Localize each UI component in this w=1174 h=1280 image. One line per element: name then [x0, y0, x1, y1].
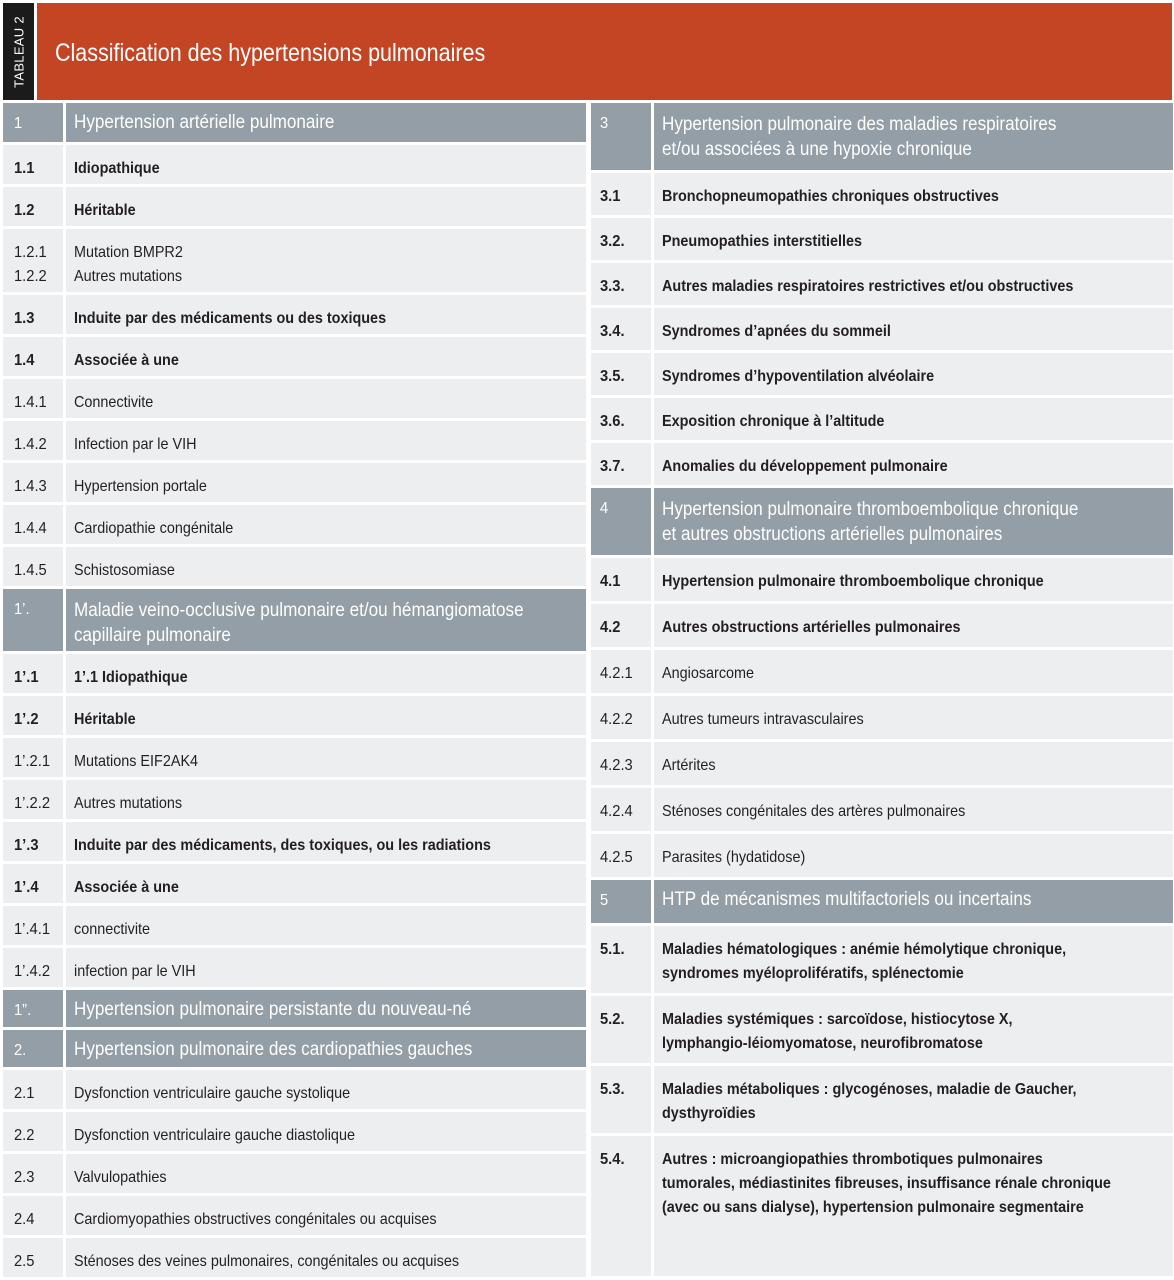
table-row [591, 834, 1173, 877]
row-code-text: 1’.4.1 [14, 921, 51, 938]
row-label-text: Dysfonction ventriculaire gauche diastolique [74, 1127, 355, 1144]
row-label-text: Infection par le VIH [74, 436, 197, 453]
row-code [3, 1070, 63, 1109]
row-label-text: Associée à une [74, 352, 179, 369]
row-code-text: 4.2 [600, 619, 621, 636]
row-code-text: 1’.3 [14, 837, 39, 854]
row-code-text: 5.2. [600, 1011, 625, 1028]
section-header-row [591, 488, 1173, 555]
row-label [654, 308, 1173, 350]
row-code-text: 1”. [14, 1002, 32, 1019]
row-label [66, 1196, 586, 1235]
section-header-row [3, 103, 586, 142]
row-label-text: Mutation BMPR2 [74, 244, 183, 261]
row-label [66, 229, 586, 292]
row-label [66, 1238, 586, 1277]
row-label [654, 558, 1173, 601]
row-code-text: 3 [600, 115, 609, 132]
table-row [3, 906, 586, 945]
section-header-row [3, 990, 586, 1027]
row-code-text: 4 [600, 500, 609, 517]
table-row [591, 742, 1173, 785]
row-label-text: Parasites (hydatidose) [662, 849, 806, 866]
row-label-text: Cardiopathie congénitale [74, 520, 234, 537]
table-row [591, 696, 1173, 739]
right-column [591, 103, 1173, 1279]
row-label-text: Induite par des médicaments ou des toxiques [74, 310, 387, 327]
table-row [3, 864, 586, 903]
row-label [66, 864, 586, 903]
row-code [3, 1112, 63, 1151]
row-code [591, 996, 651, 1063]
row-label [66, 990, 586, 1027]
row-code-text: 4.2.1 [600, 665, 633, 682]
row-code [591, 696, 651, 739]
row-code-text: 1.4.4 [14, 520, 47, 537]
row-label [654, 996, 1173, 1063]
row-label [654, 353, 1173, 395]
table-row [3, 1154, 586, 1193]
row-label-text: Syndromes d’apnées du sommeil [662, 323, 891, 340]
row-code [591, 742, 651, 785]
row-label [654, 1136, 1173, 1276]
row-label [66, 738, 586, 777]
row-label-text: Autres tumeurs intravasculaires [662, 711, 864, 728]
row-label-text: Héritable [74, 202, 136, 219]
row-label [66, 822, 586, 861]
row-code [3, 187, 63, 226]
section-header-row [3, 589, 586, 651]
row-code-text: 1.4 [14, 352, 35, 369]
row-code [3, 295, 63, 334]
row-label [66, 505, 586, 544]
row-label [66, 145, 586, 184]
row-label [66, 379, 586, 418]
row-label [66, 1112, 586, 1151]
table-row [3, 696, 586, 735]
row-code [3, 229, 63, 292]
row-label-text: infection par le VIH [74, 963, 196, 980]
row-label-text: et autres obstructions artérielles pulmonaires [662, 524, 1003, 545]
row-label-text: Exposition chronique à l’altitude [662, 413, 885, 430]
row-code-text: 3.2. [600, 233, 625, 250]
row-label-text: Pneumopathies interstitielles [662, 233, 863, 250]
row-code [3, 696, 63, 735]
row-code-text: 1.4.3 [14, 478, 47, 495]
row-label-text: Cardiomyopathies obstructives congénitales ou acquises [74, 1211, 437, 1228]
row-code-text: 4.2.3 [600, 757, 633, 774]
row-code [3, 589, 63, 651]
row-code [591, 880, 651, 923]
row-label [654, 834, 1173, 877]
row-code [591, 788, 651, 831]
row-code-text: 1 [14, 115, 23, 132]
table-row [591, 218, 1173, 260]
row-label [66, 1030, 586, 1067]
row-code-text: 2.5 [14, 1253, 35, 1270]
table-row [3, 654, 586, 693]
row-label-text: Dysfonction ventriculaire gauche systolique [74, 1085, 351, 1102]
row-label-text: Hypertension pulmonaire des cardiopathies gauches [74, 1039, 473, 1060]
row-code-text: 1.2.2 [14, 268, 47, 285]
row-label-text: Autres obstructions artérielles pulmonaires [662, 619, 961, 636]
table-row [591, 604, 1173, 647]
row-label [654, 880, 1173, 923]
row-label-text: Artérites [662, 757, 716, 774]
row-code [591, 1136, 651, 1276]
row-code-text: 1.4.2 [14, 436, 47, 453]
row-code [591, 103, 651, 170]
row-code [3, 421, 63, 460]
row-code-text: 1’. [14, 601, 30, 618]
row-code-text: 4.2.4 [600, 803, 633, 820]
row-label-text: tumorales, médiastinites fibreuses, insuffisance rénale chronique [662, 1175, 1111, 1192]
row-label [654, 742, 1173, 785]
row-label [66, 421, 586, 460]
row-code-text: 1.2.1 [14, 244, 47, 261]
row-label [654, 926, 1173, 993]
row-label [654, 604, 1173, 647]
table-row [3, 463, 586, 502]
table-row [3, 421, 586, 460]
table-row [591, 353, 1173, 395]
row-label-text: Autres maladies respiratoires restrictives et/ou obstructives [662, 278, 1074, 295]
row-code [591, 443, 651, 485]
row-code-text: 1.3 [14, 310, 35, 327]
row-code [591, 263, 651, 305]
row-label-text: Idiopathique [74, 160, 160, 177]
row-code [591, 834, 651, 877]
row-label-text: Connectivite [74, 394, 154, 411]
row-code-text: 2. [14, 1042, 27, 1059]
row-label [654, 488, 1173, 555]
row-code [3, 463, 63, 502]
row-label [654, 173, 1173, 215]
row-code [3, 948, 63, 987]
row-label-text: (avec ou sans dialyse), hypertension pulmonaire segmentaire [662, 1199, 1084, 1216]
row-label [66, 654, 586, 693]
row-code [3, 1030, 63, 1067]
row-code [591, 488, 651, 555]
table-row [3, 738, 586, 777]
row-code [3, 145, 63, 184]
row-code [591, 173, 651, 215]
row-label-text: 1’.1 Idiopathique [74, 669, 188, 686]
row-label [654, 696, 1173, 739]
row-label-text: Hypertension pulmonaire des maladies respiratoires [662, 114, 1057, 135]
row-label-text: Hypertension pulmonaire thromboembolique chronique [662, 573, 1044, 590]
page-title: Classification des hypertensions pulmonaires [55, 39, 486, 67]
row-code-text: 5 [600, 892, 609, 909]
row-code [3, 654, 63, 693]
row-code-text: 3.1 [600, 188, 621, 205]
table-row [3, 379, 586, 418]
row-code-text: 1.4.1 [14, 394, 47, 411]
row-code [3, 1238, 63, 1277]
row-code-text: 3.3. [600, 278, 625, 295]
row-code-text: 4.1 [600, 573, 621, 590]
row-label-text: Schistosomiase [74, 562, 175, 579]
row-code-text: 1’.2.1 [14, 753, 51, 770]
row-code [3, 1196, 63, 1235]
row-code-text: 4.2.2 [600, 711, 633, 728]
row-code [3, 547, 63, 586]
row-code [3, 864, 63, 903]
row-label-text: capillaire pulmonaire [74, 625, 231, 646]
row-label [66, 906, 586, 945]
row-label-text: Sténoses des veines pulmonaires, congénitales ou acquises [74, 1253, 460, 1270]
table-row [591, 788, 1173, 831]
table-row [3, 505, 586, 544]
row-code [3, 990, 63, 1027]
row-label [66, 463, 586, 502]
row-label-text: Maladies systémiques : sarcoïdose, histiocytose X, [662, 1011, 1013, 1028]
row-label [66, 780, 586, 819]
table-row [3, 229, 586, 292]
table-row [3, 1112, 586, 1151]
row-code-text: 2.4 [14, 1211, 35, 1228]
table-row [3, 337, 586, 376]
row-code [591, 558, 651, 601]
row-label-text: Héritable [74, 711, 136, 728]
row-code [591, 398, 651, 440]
table-row [3, 780, 586, 819]
row-label [66, 187, 586, 226]
row-label-text: Hypertension pulmonaire persistante du nouveau-né [74, 999, 472, 1020]
row-label [66, 1070, 586, 1109]
row-label-text: HTP de mécanismes multifactoriels ou incertains [662, 889, 1032, 910]
table-row [3, 1070, 586, 1109]
row-label [654, 103, 1173, 170]
table-row [591, 996, 1173, 1063]
table-row [3, 1238, 586, 1277]
row-code-text: 5.1. [600, 941, 625, 958]
table-row [3, 1196, 586, 1235]
row-label-text: connectivite [74, 921, 151, 938]
row-label-text: lymphangio-léiomyomatose, neurofibromatose [662, 1035, 983, 1052]
row-code [3, 906, 63, 945]
row-code [591, 308, 651, 350]
row-label-text: Anomalies du développement pulmonaire [662, 458, 948, 475]
row-label [66, 589, 586, 651]
table-row [3, 295, 586, 334]
table-row [3, 547, 586, 586]
row-label [654, 443, 1173, 485]
row-label [66, 337, 586, 376]
row-label-text: Mutations EIF2AK4 [74, 753, 199, 770]
row-code-text: 5.4. [600, 1151, 625, 1168]
row-label [654, 1066, 1173, 1133]
row-code [3, 780, 63, 819]
row-label [66, 103, 586, 142]
row-label [654, 650, 1173, 693]
row-label [654, 788, 1173, 831]
row-code-text: 1’.2.2 [14, 795, 51, 812]
row-code-text: 2.3 [14, 1169, 35, 1186]
row-code-text: 2.1 [14, 1085, 35, 1102]
table-row [591, 650, 1173, 693]
row-code-text: 1.1 [14, 160, 35, 177]
row-label-text: Hypertension portale [74, 478, 207, 495]
row-code-text: 1’.4 [14, 879, 39, 896]
table-row [591, 1136, 1173, 1276]
row-label [66, 1154, 586, 1193]
table-row [591, 443, 1173, 485]
row-label-text: Maladies hématologiques : anémie hémolytique chronique, [662, 941, 1067, 958]
row-code-text: 5.3. [600, 1081, 625, 1098]
row-label [654, 398, 1173, 440]
table-row [3, 187, 586, 226]
row-code [3, 379, 63, 418]
row-code [591, 1066, 651, 1133]
row-code [591, 218, 651, 260]
row-code-text: 1’.2 [14, 711, 39, 728]
table-row [3, 822, 586, 861]
row-code [3, 337, 63, 376]
row-label-text: Maladies métaboliques : glycogénoses, maladie de Gaucher, [662, 1081, 1077, 1098]
row-label-text: Autres mutations [74, 795, 183, 812]
row-code-text: 3.7. [600, 458, 625, 475]
row-code [3, 822, 63, 861]
row-code-text: 4.2.5 [600, 849, 633, 866]
table-row [591, 558, 1173, 601]
row-code [591, 650, 651, 693]
section-header-row [591, 880, 1173, 923]
row-label-text: Associée à une [74, 879, 179, 896]
row-label-text: Sténoses congénitales des artères pulmonaires [662, 803, 966, 820]
row-code [3, 738, 63, 777]
row-label-text: Valvulopathies [74, 1169, 167, 1186]
row-code-text: 3.6. [600, 413, 625, 430]
row-label-text: Hypertension artérielle pulmonaire [74, 112, 335, 133]
row-label-text: Induite par des médicaments, des toxiques, ou les radiations [74, 837, 491, 854]
left-column [3, 103, 586, 1280]
row-label-text: Hypertension pulmonaire thromboembolique chronique [662, 499, 1079, 520]
row-code [3, 103, 63, 142]
row-code-text: 1’.4.2 [14, 963, 51, 980]
row-code-text: 1.4.5 [14, 562, 47, 579]
table-row [591, 173, 1173, 215]
row-label [66, 547, 586, 586]
row-label-text: Angiosarcome [662, 665, 755, 682]
row-label-text: Syndromes d’hypoventilation alvéolaire [662, 368, 935, 385]
title-bar [37, 3, 1172, 100]
row-code-text: 1.2 [14, 202, 35, 219]
section-header-row [3, 1030, 586, 1067]
row-code [591, 604, 651, 647]
table-row [591, 926, 1173, 993]
row-label [654, 263, 1173, 305]
table-number-label: TABLEAU 2 [11, 15, 26, 88]
row-code [591, 353, 651, 395]
row-label-text: Maladie veino-occlusive pulmonaire et/ou hémangiomatose [74, 600, 524, 621]
table-row [3, 145, 586, 184]
row-label-text: et/ou associées à une hypoxie chronique [662, 139, 972, 160]
table-row [3, 948, 586, 987]
row-label-text: syndromes myéloprolifératifs, splénectomie [662, 965, 964, 982]
table-row [591, 308, 1173, 350]
row-code [591, 926, 651, 993]
row-label [66, 295, 586, 334]
row-label-text: Bronchopneumopathies chroniques obstructives [662, 188, 999, 205]
table-row [591, 398, 1173, 440]
row-code [3, 505, 63, 544]
row-label-text: Autres mutations [74, 268, 183, 285]
row-label [66, 696, 586, 735]
row-label [66, 948, 586, 987]
row-label [654, 218, 1173, 260]
row-label-text: Autres : microangiopathies thrombotiques pulmonaires [662, 1151, 1043, 1168]
row-code [3, 1154, 63, 1193]
row-code-text: 3.5. [600, 368, 625, 385]
row-code-text: 3.4. [600, 323, 625, 340]
table-number-tab [3, 3, 34, 100]
row-label-text: dysthyroïdies [662, 1105, 756, 1122]
section-header-row [591, 103, 1173, 170]
row-code-text: 1’.1 [14, 669, 39, 686]
row-code-text: 2.2 [14, 1127, 35, 1144]
table-row [591, 1066, 1173, 1133]
table-row [591, 263, 1173, 305]
